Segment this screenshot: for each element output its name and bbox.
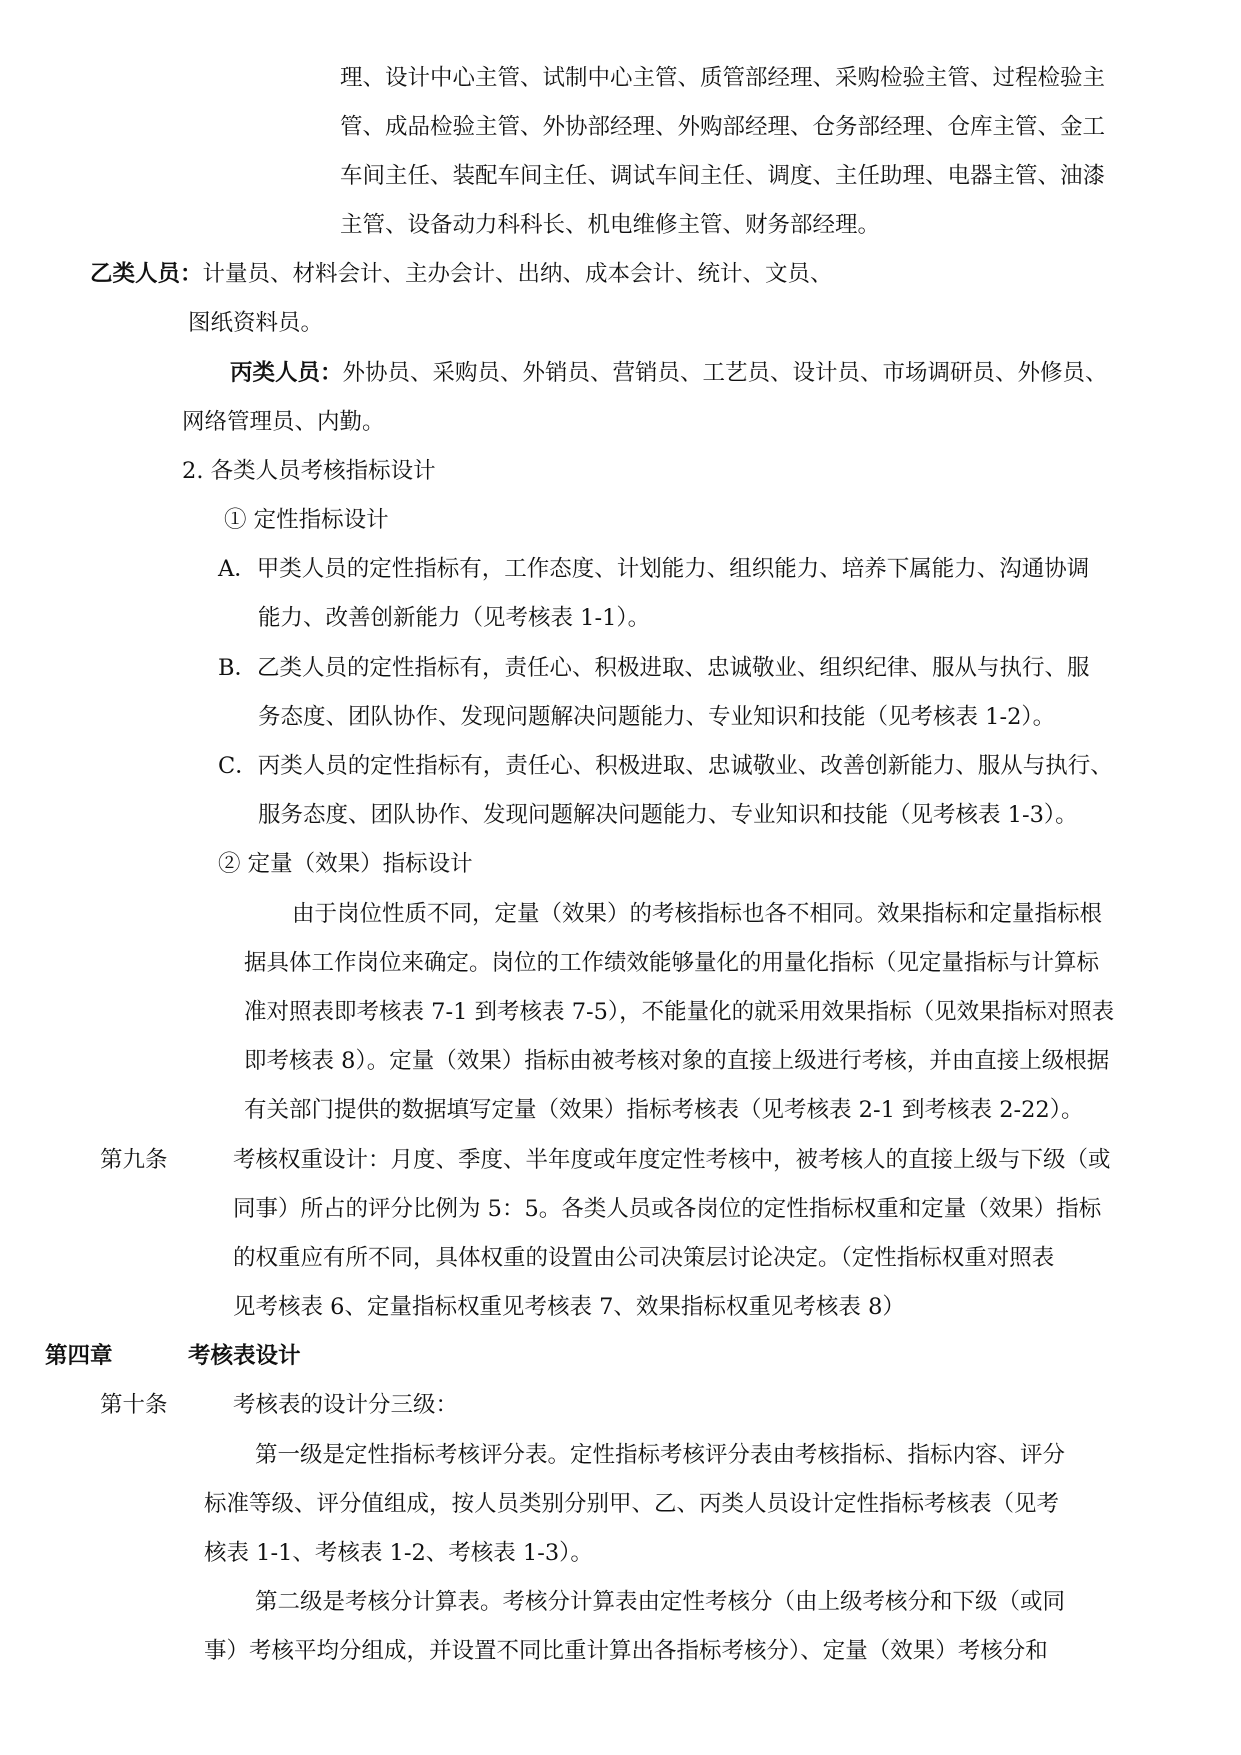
text-line: 准对照表即考核表 7-1 到考核表 7-5），不能量化的就采用效果指标（见效果指标对照表 [244,999,1115,1025]
text-line: 主管、设备动力科科长、机电维修主管、财务部经理。 [340,212,881,238]
text-span: 计量员、材料会计、主办会计、出纳、成本会计、统计、文员、 [202,261,833,287]
section-heading: 2. 各类人员考核指标设计 [182,458,436,484]
text-line: 能力、改善创新能力（见考核表 1-1）。 [258,605,651,631]
text-span: 外协员、采购员、外销员、营销员、工艺员、设计员、市场调研员、外修员、 [342,360,1108,386]
text-line: 考核权重设计：月度、季度、半年度或年度定性考核中，被考核人的直接上级与下级（或 [233,1147,1111,1173]
text-line: 车间主任、装配车间主任、调试车间主任、调度、主任助理、电器主管、油漆 [340,163,1106,189]
chapter-number: 第四章 [45,1343,113,1369]
text-line: 图纸资料员。 [188,310,324,336]
text-line: 据具体工作岗位来确定。岗位的工作绩效能够量化的用量化指标（见定量指标与计算标 [244,950,1100,976]
text-line: 考核表的设计分三级： [233,1392,459,1418]
text-line: 由于岗位性质不同，定量（效果）的考核指标也各不相同。效果指标和定量指标根 [292,901,1103,927]
text-line: 见考核表 6、定量指标权重见考核表 7、效果指标权重见考核表 8） [233,1294,905,1320]
text-line [90,258,833,290]
text-line: 的权重应有所不同，具体权重的设置由公司决策层讨论决定。（定性指标权重对照表 [233,1245,1055,1271]
text-line: 务态度、团队协作、发现问题解决问题能力、专业知识和技能（见考核表 1-2）。 [258,704,1056,730]
text-line [230,357,1108,389]
list-item: C．丙类人员的定性指标有，责任心、积极进取、忠诚敬业、改善创新能力、服从与执行、 [218,753,1113,779]
text-line: 有关部门提供的数据填写定量（效果）指标考核表（见考核表 2-1 到考核表 2-22）。 [244,1097,1084,1123]
list-item: A．甲类人员的定性指标有，工作态度、计划能力、组织能力、培养下属能力、沟通协调 [218,556,1090,582]
text-line: 同事）所占的评分比例为 5：5。各类人员或各岗位的定性指标权重和定量（效果）指标 [233,1196,1102,1222]
text-line: 服务态度、团队协作、发现问题解决问题能力、专业知识和技能（见考核表 1-3）。 [258,802,1078,828]
category-label: 乙类人员： [90,261,203,287]
text-line: 网络管理员、内勤。 [182,409,385,435]
text-line: 理、设计中心主管、试制中心主管、质管部经理、采购检验主管、过程检验主 [340,65,1106,91]
subsection-heading: ② 定量（效果）指标设计 [218,851,473,877]
text-line: 即考核表 8）。定量（效果）指标由被考核对象的直接上级进行考核，并由直接上级根据 [244,1048,1110,1074]
chapter-title: 考核表设计 [188,1343,301,1369]
category-label: 丙类人员： [230,360,343,386]
article-number: 第九条 [100,1147,168,1173]
text-line: 第二级是考核分计算表。考核分计算表由定性考核分（由上级考核分和下级（或同 [255,1589,1066,1615]
text-line: 标准等级、评分值组成，按人员类别分别甲、乙、丙类人员设计定性指标考核表（见考 [204,1491,1060,1517]
text-line: 事）考核平均分组成，并设置不同比重计算出各指标考核分）、定量（效果）考核分和 [204,1638,1048,1664]
article-number: 第十条 [100,1392,168,1418]
text-line: 核表 1-1、考核表 1-2、考核表 1-3）。 [204,1540,593,1566]
text-line: 第一级是定性指标考核评分表。定性指标考核评分表由考核指标、指标内容、评分 [255,1442,1066,1468]
list-item: B．乙类人员的定性指标有，责任心、积极进取、忠诚敬业、组织纪律、服从与执行、服 [218,655,1090,681]
text-line: 管、成品检验主管、外协部经理、外购部经理、仓务部经理、仓库主管、金工 [340,114,1106,140]
subsection-heading: ① 定性指标设计 [224,507,389,533]
